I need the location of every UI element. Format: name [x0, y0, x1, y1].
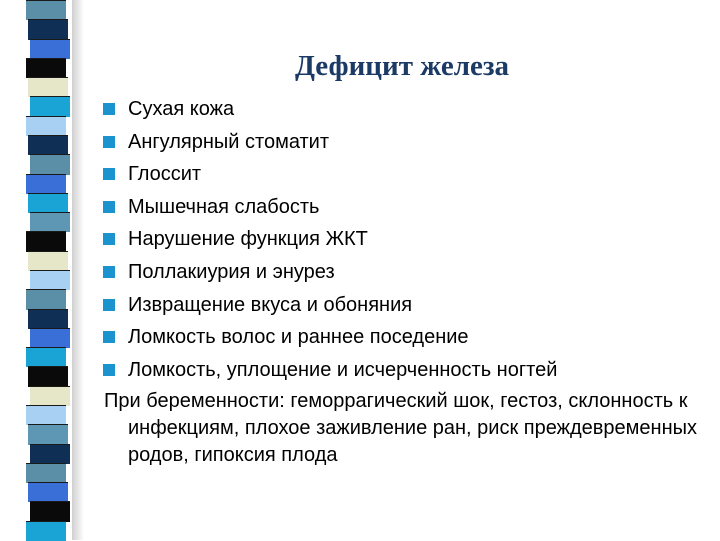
stripe-segment — [26, 116, 66, 136]
stripe-segment — [26, 463, 66, 483]
list-item-text: Ломкость волос и раннее поседение — [128, 326, 469, 349]
stripe-segment — [26, 521, 66, 541]
square-bullet-icon — [103, 168, 115, 180]
stripe-segment — [28, 251, 68, 271]
symptom-list — [102, 94, 557, 387]
list-item — [102, 355, 557, 388]
square-bullet-icon — [103, 364, 115, 376]
stripe-shadow — [72, 0, 84, 540]
list-item — [102, 257, 557, 290]
list-item-text: Нарушение функция ЖКТ — [128, 228, 368, 251]
stripe-segment — [26, 405, 66, 425]
stripe-segment — [26, 174, 66, 194]
list-item — [102, 127, 557, 160]
stripe-segment — [28, 135, 68, 155]
pregnancy-paragraph: При беременности: геморрагический шок, гестоз, склонность к инфекциям, плохое заживление ран, риск преждевременных родов, гипоксия плода — [104, 390, 698, 466]
stripe-segment — [28, 482, 68, 502]
list-item — [102, 192, 557, 225]
list-item-text: Ломкость, уплощение и исчерченность ногтей — [128, 358, 558, 381]
stripe-segment — [30, 270, 70, 290]
stripe-segment — [30, 328, 70, 348]
list-item-text: Ангулярный стоматит — [128, 130, 329, 153]
list-item — [102, 94, 557, 127]
list-item-text: Сухая кожа — [128, 98, 235, 120]
stripe-segment — [26, 0, 66, 20]
list-item-text: Поллакиурия и энурез — [128, 260, 335, 283]
list-item-text: Мышечная слабость — [128, 195, 320, 218]
stripe-segment — [26, 347, 66, 367]
list-item-text: Глоссит — [128, 163, 202, 186]
stripe-segment — [26, 231, 66, 251]
square-bullet-icon — [103, 201, 115, 213]
stripe-segment — [28, 424, 68, 444]
square-bullet-icon — [103, 233, 115, 245]
stripe-segment — [30, 386, 70, 406]
stripe-segment — [30, 444, 70, 464]
stripe-segment — [26, 289, 66, 309]
square-bullet-icon — [103, 299, 115, 311]
stripe-segment — [30, 39, 70, 59]
stripe-segment — [26, 58, 66, 78]
square-bullet-icon — [103, 136, 115, 148]
stripe-segment — [30, 212, 70, 232]
stripe-segment — [28, 309, 68, 329]
stripe-segment — [30, 501, 70, 521]
stripe-segment — [28, 19, 68, 39]
stripe-segment — [30, 96, 70, 116]
stripe-segment — [28, 77, 68, 97]
list-item — [102, 290, 557, 323]
list-item — [102, 159, 557, 192]
square-bullet-icon — [103, 266, 115, 278]
stripe-segment — [28, 193, 68, 213]
list-item-text: Извращение вкуса и обоняния — [128, 293, 413, 316]
square-bullet-icon — [103, 103, 115, 115]
stripe-segment — [28, 366, 68, 386]
list-item — [102, 322, 557, 355]
decorative-stripe-bar — [0, 0, 84, 540]
slide-title: Дефицит железа — [294, 50, 510, 82]
stripe-segment — [30, 154, 70, 174]
list-item — [102, 224, 557, 257]
square-bullet-icon — [103, 331, 115, 343]
